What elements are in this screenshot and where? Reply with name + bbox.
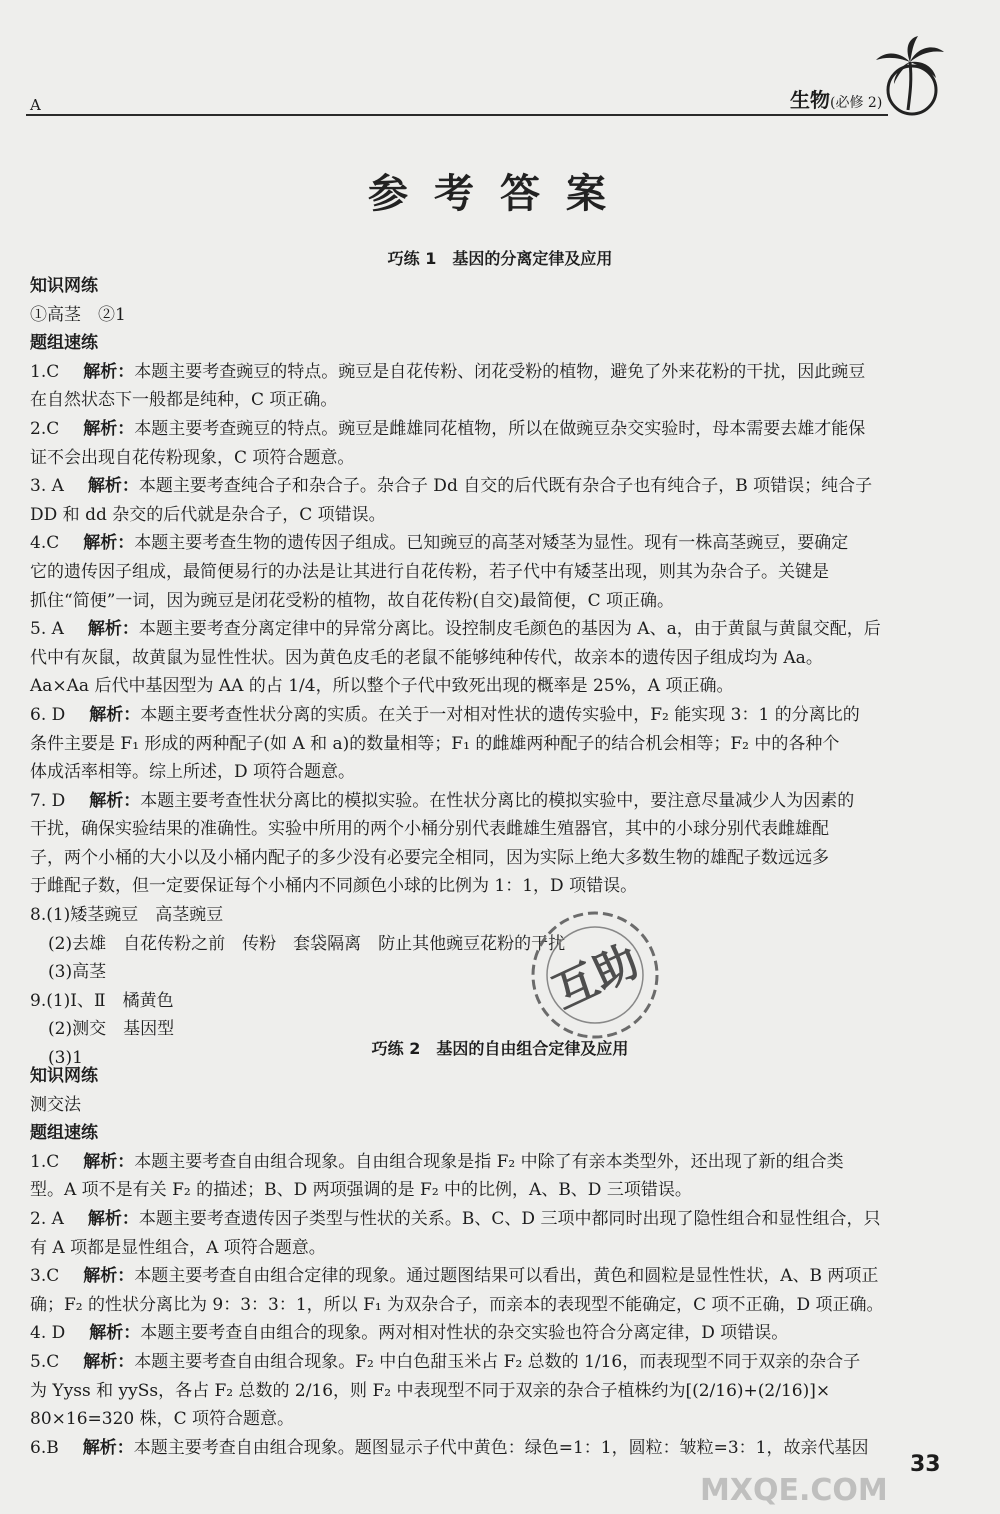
answer-text: 本题主要考查性状分离的实质。在关于一对相对性状的遗传实验中，F₂ 能实现 3：1 的分离比的 xyxy=(140,704,860,725)
analysis-label: 解析 xyxy=(83,418,118,439)
answer-text: 本题主要考查生物的遗传因子组成。已知豌豆的高茎对矮茎为显性。现有一株高茎豌豆，要确定 xyxy=(134,533,849,554)
answer-text: 本题主要考查自由组合现象。题图显示子代中黄色：绿色=1：1，圆粒：皱粒=3：1，故亲代基因 xyxy=(133,1437,869,1458)
answer-number: 4.C xyxy=(30,533,60,554)
answer-text: 本题主要考查豌豆的特点。豌豆是雌雄同花植物，所以在做豌豆杂交实验时，母本需要去雄才能保 xyxy=(134,418,866,439)
analysis-label: 解析 xyxy=(89,1323,124,1344)
answer-number: 4. D xyxy=(30,1323,66,1344)
answer-line: 5. A 解析：本题主要考查分离定律中的异常分离比。设控制皮毛颜色的基因为 A、a，由于黄鼠与黄鼠交配，后 xyxy=(30,619,881,640)
section-2-items xyxy=(30,1148,925,1463)
answer-item xyxy=(30,529,925,615)
section-1-q8 xyxy=(30,901,925,987)
analysis-label: 解析 xyxy=(83,1351,118,1372)
answer-line xyxy=(30,815,925,844)
answer-line xyxy=(30,386,925,415)
answer-text: DD 和 dd 杂交的后代就是杂合子，C 项错误。 xyxy=(30,504,386,525)
analysis-label: 解析 xyxy=(82,1437,117,1458)
answer-item xyxy=(30,615,925,701)
answer-item xyxy=(30,415,925,472)
answer-text: 体成活率相等。综上所述，D 项符合题意。 xyxy=(30,762,356,783)
page-title: 参考答案 xyxy=(368,171,632,217)
section-1-drill-label: 题组速练 xyxy=(30,333,98,354)
sub-answer-line: (3)1 xyxy=(48,1048,83,1069)
answer-text: 本题主要考查纯合子和杂合子。杂合子 Dd 自交的后代既有杂合子也有纯合子，B 项错误；纯合子 xyxy=(138,476,873,497)
answer-line xyxy=(30,758,925,787)
answer-line xyxy=(30,1234,925,1263)
answer-line: 6.B 解析：本题主要考查自由组合现象。题图显示子代中黄色：绿色=1：1，圆粒：皱粒=3：1，故亲代基因 xyxy=(30,1437,869,1458)
answer-item xyxy=(30,358,925,415)
answer-line: 4.C 解析：本题主要考查生物的遗传因子组成。已知豌豆的高茎对矮茎为显性。现有一株高茎豌豆，要确定 xyxy=(30,533,849,554)
section-2-network-answer: 测交法 xyxy=(30,1094,81,1115)
answer-text: 于雌配子数，但一定要保证每个小桶内不同颜色小球的比例为 1：1，D 项错误。 xyxy=(30,876,638,897)
answer-text: Aa×Aa 后代中基因型为 AA 的占 1/4，所以整个子代中致死出现的概率是 25%，A 项正确。 xyxy=(30,676,734,697)
analysis-label: 解析 xyxy=(89,704,124,725)
answer-line: 6. D 解析：本题主要考查性状分离的实质。在关于一对相对性状的遗传实验中，F₂ 能实现 3：1 的分离比的 xyxy=(30,704,860,725)
mxqe-watermark xyxy=(700,1430,990,1514)
answer-line xyxy=(30,558,925,587)
answer-text: 代中有灰鼠，故黄鼠为显性性状。因为黄色皮毛的老鼠不能够纯种传代，故亲本的遗传因子组成均为 Aa。 xyxy=(30,647,823,668)
subject-name: 生物 xyxy=(790,88,830,112)
sub-answer-line: (2)去雄 自花传粉之前 传粉 套袋隔离 防止其他豌豆花粉的干扰 xyxy=(48,933,566,954)
answer-line: 7. D 解析：本题主要考查性状分离比的模拟实验。在性状分离比的模拟实验中，要注意尽量减少人为因素的 xyxy=(30,790,855,811)
sub-answer-line: 9.(1)Ⅰ、Ⅱ 橘黄色 xyxy=(30,990,174,1011)
analysis-label: 解析 xyxy=(89,790,124,811)
hudong-stamp-logo xyxy=(520,900,670,1054)
answer-line: 2.C 解析：本题主要考查豌豆的特点。豌豆是雌雄同花植物，所以在做豌豆杂交实验时，母本需要去雄才能保 xyxy=(30,418,866,439)
sub-answer-line: 8.(1)矮茎豌豆 高茎豌豆 xyxy=(30,905,224,926)
answer-line: 5.C 解析：本题主要考查自由组合现象。F₂ 中白色甜玉米占 F₂ 总数的 1/16，而表现型不同于双亲的杂合子 xyxy=(30,1351,861,1372)
section-2-network-label: 知识网练 xyxy=(30,1066,98,1086)
answer-item xyxy=(30,787,925,901)
sub-answer-line: (3)高茎 xyxy=(48,962,107,983)
answer-line: 1.C 解析：本题主要考查豌豆的特点。豌豆是自花传粉、闭花受粉的植物，避免了外来花粉的干扰，因此豌豆 xyxy=(30,361,866,382)
answer-text: 本题主要考查性状分离比的模拟实验。在性状分离比的模拟实验中，要注意尽量减少人为因素的 xyxy=(140,790,855,811)
answer-line xyxy=(30,672,925,701)
answer-text: 在自然状态下一般都是纯种，C 项正确。 xyxy=(30,390,338,411)
answer-number: 6. D xyxy=(30,704,66,725)
answer-line: 2. A 解析：本题主要考查遗传因子类型与性状的关系。B、C、D 三项中都同时出现了隐性组合和显性组合，只 xyxy=(30,1208,881,1229)
answer-text: 本题主要考查自由组合现象。自由组合现象是指 F₂ 中除了有亲本类型外，还出现了新的组合类 xyxy=(134,1151,844,1172)
answer-number: 1.C xyxy=(30,1151,60,1172)
answer-line xyxy=(30,1291,925,1320)
answer-line xyxy=(30,644,925,673)
answer-number: 2.C xyxy=(30,418,60,439)
subject-volume: (必修 2) xyxy=(830,95,883,111)
answer-number: 5. A xyxy=(30,619,64,640)
answer-number: 6.B xyxy=(30,1437,59,1458)
answer-text: 本题主要考查自由组合现象。F₂ 中白色甜玉米占 F₂ 总数的 1/16，而表现型不同于双亲的杂合子 xyxy=(134,1351,861,1372)
answer-line xyxy=(30,730,925,759)
section-1-title: 巧练 1 基因的分离定律及应用 xyxy=(387,249,613,268)
analysis-label: 解析 xyxy=(87,1208,122,1229)
section-2-drill-label: 题组速练 xyxy=(30,1123,98,1144)
answer-line xyxy=(30,1377,925,1406)
answer-text: 抓住“简便”一词，因为豌豆是闭花受粉的植物，故自花传粉(自交)最简便，C 项正确。 xyxy=(30,590,675,611)
answer-text: 本题主要考查自由组合定律的现象。通过题图结果可以看出，黄色和圆粒是显性性状，A、B 两项正 xyxy=(134,1266,879,1287)
section-1-network-answer: ①高茎 ②1 xyxy=(30,304,126,325)
answer-text: 条件主要是 F₁ 形成的两种配子(如 A 和 a)的数量相等；F₁ 的雌雄两种配子的结合机会相等；F₂ 中的各种个 xyxy=(30,733,840,754)
section-1-network-label: 知识网练 xyxy=(30,276,98,296)
answer-text: 本题主要考查自由组合的现象。两对相对性状的杂交实验也符合分离定律，D 项错误。 xyxy=(140,1323,789,1344)
answer-line xyxy=(30,501,925,530)
section-1-body xyxy=(30,272,925,1073)
answer-item xyxy=(30,1148,925,1205)
analysis-label: 解析 xyxy=(83,533,118,554)
section-2-body xyxy=(30,1062,925,1462)
answer-text: 为 Yyss 和 yySs，各占 F₂ 总数的 2/16，则 F₂ 中表现型不同于双亲的杂合子植株约为[(2/16)+(2/16)]× xyxy=(30,1380,831,1401)
answer-number: 5.C xyxy=(30,1351,60,1372)
analysis-label: 解析 xyxy=(83,1266,118,1287)
answer-text: 证不会出现自花传粉现象，C 项符合题意。 xyxy=(30,447,355,468)
answer-number: 1.C xyxy=(30,361,60,382)
answer-text: 本题主要考查豌豆的特点。豌豆是自花传粉、闭花受粉的植物，避免了外来花粉的干扰，因此豌豆 xyxy=(134,361,866,382)
answer-text: 型。A 项不是有关 F₂ 的描述；B、D 两项强调的是 F₂ 中的比例，A、B、D 三项错误。 xyxy=(30,1180,692,1201)
page-number: 33 xyxy=(910,1452,941,1477)
svg-text:MXQE.COM: MXQE.COM xyxy=(700,1473,888,1508)
answer-item xyxy=(30,1319,925,1348)
answer-line xyxy=(30,1176,925,1205)
answer-text: 子，两个小桶的大小以及小桶内配子的多少没有必要完全相同，因为实际上绝大多数生物的雄配子数远远多 xyxy=(30,847,829,868)
answer-number: 7. D xyxy=(30,790,66,811)
answer-line xyxy=(30,587,925,616)
header-letter: A xyxy=(30,96,41,114)
analysis-label: 解析 xyxy=(83,361,118,382)
answer-number: 3. A xyxy=(30,476,64,497)
answer-number: 2. A xyxy=(30,1208,64,1229)
analysis-label: 解析 xyxy=(87,476,122,497)
section-2-title: 巧练 2 基因的自由组合定律及应用 xyxy=(371,1039,629,1058)
answer-number: 3.C xyxy=(30,1266,60,1287)
answer-line xyxy=(30,872,925,901)
answer-line xyxy=(30,844,925,873)
answer-item xyxy=(30,1205,925,1262)
palm-tree-icon xyxy=(868,36,948,120)
answer-text: 有 A 项都是显性组合，A 项符合题意。 xyxy=(30,1237,326,1258)
answer-text: 确；F₂ 的性状分离比为 9：3：3：1，所以 F₁ 为双杂合子，而亲本的表现型不能确定，C 项不正确，D 项正确。 xyxy=(30,1294,884,1315)
analysis-label: 解析 xyxy=(83,1151,118,1172)
answer-text: 本题主要考查分离定律中的异常分离比。设控制皮毛颜色的基因为 A、a，由于黄鼠与黄鼠交配，后 xyxy=(138,619,881,640)
header-rule xyxy=(26,114,888,116)
answer-text: 干扰，确保实验结果的准确性。实验中所用的两个小桶分别代表雌雄生殖器官，其中的小球分别代表雌雄配 xyxy=(30,819,829,840)
answer-item xyxy=(30,472,925,529)
answer-text: 本题主要考查遗传因子类型与性状的关系。B、C、D 三项中都同时出现了隐性组合和显性组合，只 xyxy=(138,1208,881,1229)
sub-answer-line: (2)测交 基因型 xyxy=(48,1019,175,1040)
section-1-q9 xyxy=(30,987,925,1073)
answer-line: 3.C 解析：本题主要考查自由组合定律的现象。通过题图结果可以看出，黄色和圆粒是显性性状，A、B 两项正 xyxy=(30,1266,879,1287)
answer-line: 1.C 解析：本题主要考查自由组合现象。自由组合现象是指 F₂ 中除了有亲本类型外，还出现了新的组合类 xyxy=(30,1151,844,1172)
answer-text: 80×16=320 株，C 项符合题意。 xyxy=(30,1409,295,1430)
svg-text:互助: 互助 xyxy=(545,935,647,1019)
answer-text: 它的遗传因子组成，最简便易行的办法是让其进行自花传粉，若子代中有矮茎出现，则其为杂合子。关键是 xyxy=(30,561,829,582)
answer-line: 4. D 解析：本题主要考查自由组合的现象。两对相对性状的杂交实验也符合分离定律，D 项错误。 xyxy=(30,1323,789,1344)
answer-line xyxy=(30,444,925,473)
answer-item xyxy=(30,1262,925,1319)
answer-item xyxy=(30,1348,925,1434)
answer-item xyxy=(30,701,925,787)
section-1-items xyxy=(30,358,925,901)
analysis-label: 解析 xyxy=(87,619,122,640)
answer-line: 3. A 解析：本题主要考查纯合子和杂合子。杂合子 Dd 自交的后代既有杂合子也有纯合子，B 项错误；纯合子 xyxy=(30,476,873,497)
